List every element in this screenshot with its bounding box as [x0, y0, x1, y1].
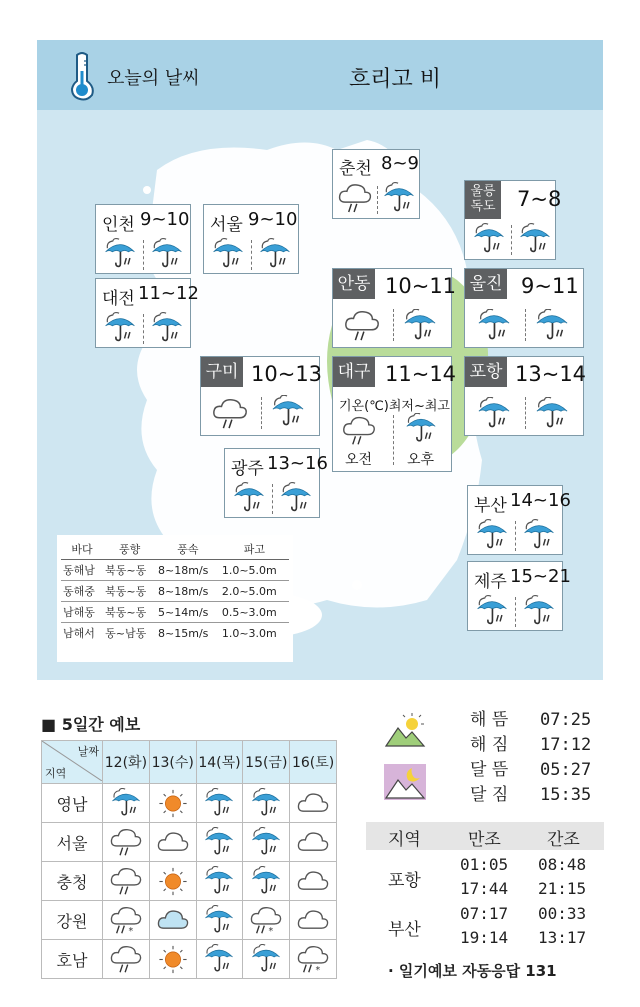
- temp-legend: 기온(℃)최저~최고: [339, 399, 450, 414]
- sea-cell: 1.0~3.0m: [221, 626, 277, 640]
- sea-cell: 북동~동: [105, 606, 147, 619]
- umbrella-rain-icon: [149, 312, 185, 345]
- umbrella-rain-icon: [475, 309, 513, 343]
- city-tag: 구미: [201, 357, 243, 387]
- day-header: 12(화): [103, 741, 150, 784]
- thermometer-icon: [67, 51, 97, 101]
- sunrise-time: 07:25: [540, 710, 592, 730]
- forecast-cell: [243, 784, 290, 823]
- rain-icon: [249, 788, 283, 819]
- sea-cell: 0.5~3.0m: [221, 605, 277, 619]
- tide-header-region: 지역: [388, 830, 421, 850]
- sea-cell: 동해남: [63, 564, 95, 577]
- tide-low-times: [538, 853, 586, 901]
- city-name: 광주: [231, 459, 264, 479]
- sea-row: [61, 623, 289, 644]
- umbrella-rain-icon: [102, 238, 138, 271]
- city-temp: 9~10: [140, 209, 190, 230]
- tide-region: 부산: [388, 920, 421, 940]
- rain-icon: [202, 944, 236, 975]
- moonset-time: 15:35: [540, 785, 592, 805]
- sea-header: 풍속: [177, 543, 199, 556]
- moonset-label: 달 짐: [470, 785, 509, 805]
- tide-header-low: 간조: [547, 830, 580, 850]
- sun-icon: [156, 944, 190, 975]
- city-card-ulleung: [464, 180, 562, 260]
- forecast-row: [42, 823, 337, 862]
- sea-cell: 동~남동: [105, 627, 147, 640]
- forecast-cell: [290, 901, 337, 940]
- city-card-gwangju: [224, 448, 328, 518]
- umbrella-rain-icon: [533, 309, 571, 343]
- forecast-cell: [103, 784, 150, 823]
- sunrise-label: 해 뜸: [470, 710, 509, 730]
- rain-icon: [109, 788, 143, 819]
- cloud-rain-icon: [109, 944, 143, 975]
- cloud-icon: [296, 905, 330, 936]
- forecast-cell: [149, 823, 196, 862]
- day-header: 14(목): [196, 741, 243, 784]
- city-tag: 안동: [333, 269, 375, 299]
- corner-date-label: 날짜: [77, 745, 99, 758]
- sea-header: 바다: [71, 543, 93, 556]
- city-tag: 포항: [465, 357, 507, 387]
- tide-time: 21:15: [538, 879, 587, 898]
- city-card-daejeon: [95, 278, 199, 348]
- sea-header-row: [61, 539, 289, 560]
- city-card-daegu: [332, 356, 457, 472]
- sun-icon: [156, 866, 190, 897]
- tide-time: 19:14: [460, 928, 509, 947]
- city-temp: 9~11: [521, 274, 579, 298]
- city-tag: 대구: [333, 357, 375, 387]
- forecast-cell: [290, 823, 337, 862]
- umbrella-rain-icon: [257, 238, 293, 271]
- rain-icon: [202, 905, 236, 936]
- sun-moon-times: [540, 708, 591, 808]
- city-temp: 14~16: [510, 490, 571, 511]
- tide-high-times: [460, 902, 508, 950]
- cloud-rain-icon: [341, 415, 377, 447]
- umbrella-rain-icon: [475, 397, 513, 431]
- sunset-label: 해 짐: [470, 735, 509, 755]
- city-card-seoul: [203, 204, 299, 274]
- forecast-cell: [149, 940, 196, 979]
- cloud-icon: [156, 827, 190, 858]
- sunrise-mountain-icon: [384, 712, 426, 748]
- forecast-cell: [149, 862, 196, 901]
- city-name: 서울: [210, 215, 243, 235]
- cloud-icon: [296, 866, 330, 897]
- map-title: 오늘의 날씨: [107, 68, 200, 89]
- sun-icon: [156, 788, 190, 819]
- sea-row: [61, 602, 289, 623]
- sea-cell: 남해서: [63, 627, 95, 640]
- cloud-rain-icon: [211, 397, 249, 431]
- forecast-cell: [196, 823, 243, 862]
- cloud-blue-icon: [156, 905, 190, 936]
- city-card-incheon: [95, 204, 191, 274]
- forecast-row: [42, 940, 337, 979]
- city-card-chuncheon: [332, 149, 420, 219]
- forecast-cell: [243, 862, 290, 901]
- sea-cell: 동해중: [63, 585, 95, 598]
- sunset-time: 17:12: [540, 735, 592, 755]
- city-card-andong: [332, 268, 457, 348]
- city-name: 대전: [102, 289, 135, 309]
- corner-region-label: 지역: [45, 767, 67, 780]
- forecast-region: 강원: [42, 901, 103, 940]
- cloud-rain-snow-icon: [109, 905, 143, 936]
- moonrise-time: 05:27: [540, 760, 592, 780]
- umbrella-rain-icon: [401, 309, 439, 343]
- phone-forecast-footer: · 일기예보 자동응답 131: [388, 962, 557, 980]
- rain-icon: [249, 866, 283, 897]
- cloud-rain-snow-icon: [296, 944, 330, 975]
- today-condition: 흐리고 비: [349, 67, 442, 92]
- sea-cell: 8~18m/s: [158, 563, 209, 577]
- umbrella-rain-icon: [403, 413, 439, 445]
- umbrella-rain-icon: [521, 595, 557, 628]
- umbrella-rain-icon: [521, 519, 557, 552]
- sea-row: [61, 560, 289, 581]
- sea-cell: 북동~동: [105, 564, 147, 577]
- forecast-cell: [103, 862, 150, 901]
- cloud-rain-icon: [337, 182, 373, 215]
- sea-cell: 2.0~5.0m: [221, 584, 277, 598]
- forecast-cell: [103, 901, 150, 940]
- tide-low-times: [538, 902, 586, 950]
- city-name: 부산: [474, 496, 507, 516]
- forecast-cell: [196, 862, 243, 901]
- rain-icon: [202, 866, 236, 897]
- forecast-cell: [149, 784, 196, 823]
- city-tag: 울릉 독도: [465, 181, 501, 219]
- city-card-gumi: [200, 356, 323, 436]
- city-card-jeju: [467, 561, 571, 631]
- rain-icon: [202, 788, 236, 819]
- sea-cell: 남해동: [63, 606, 95, 619]
- umbrella-rain-icon: [517, 223, 553, 256]
- tide-time: 08:48: [538, 855, 587, 874]
- city-temp: 13~14: [515, 362, 587, 386]
- tide-time: 01:05: [460, 855, 509, 874]
- umbrella-rain-icon: [210, 238, 246, 271]
- forecast-cell: [149, 901, 196, 940]
- forecast-region: 충청: [42, 862, 103, 901]
- umbrella-rain-icon: [381, 182, 417, 215]
- cloud-rain-icon: [343, 309, 381, 343]
- rain-icon: [249, 944, 283, 975]
- umbrella-rain-icon: [231, 482, 267, 515]
- sea-row: [61, 581, 289, 602]
- forecast-region: 서울: [42, 823, 103, 862]
- cloud-rain-snow-icon: [249, 905, 283, 936]
- forecast-cell: [196, 940, 243, 979]
- cloud-rain-icon: [109, 866, 143, 897]
- umbrella-rain-icon: [269, 395, 307, 429]
- forecast-cell: [196, 784, 243, 823]
- cloud-icon: [296, 827, 330, 858]
- city-temp: 15~21: [510, 566, 571, 587]
- tide-time: 00:33: [538, 904, 587, 923]
- sea-conditions-table: [57, 535, 293, 662]
- city-tag: 울진: [465, 269, 507, 299]
- sea-header: 파고: [243, 543, 266, 556]
- forecast-row: [42, 784, 337, 823]
- forecast-row: [42, 901, 337, 940]
- city-name: 제주: [474, 572, 507, 592]
- moonrise-label: 달 뜸: [470, 760, 509, 780]
- rain-icon: [249, 827, 283, 858]
- forecast-row: [42, 862, 337, 901]
- forecast-table: [41, 740, 337, 979]
- rain-icon: [202, 827, 236, 858]
- tide-high-times: [460, 853, 508, 901]
- map-header: [37, 40, 603, 110]
- forecast-title: ■ 5일간 예보: [41, 715, 141, 734]
- city-name: 춘천: [339, 159, 372, 179]
- day-header: 13(수): [149, 741, 196, 784]
- cloud-icon: [296, 788, 330, 819]
- day-header: 16(토): [290, 741, 337, 784]
- forecast-cell: [243, 901, 290, 940]
- city-temp: 10~13: [251, 362, 323, 386]
- cloud-rain-icon: [109, 827, 143, 858]
- tide-time: 07:17: [460, 904, 509, 923]
- city-temp: 11~14: [385, 362, 457, 386]
- am-label: 오전: [345, 452, 373, 468]
- umbrella-rain-icon: [474, 519, 510, 552]
- umbrella-rain-icon: [149, 238, 185, 271]
- pm-label: 오후: [407, 452, 435, 468]
- sea-cell: 1.0~5.0m: [221, 563, 277, 577]
- umbrella-rain-icon: [474, 595, 510, 628]
- forecast-header-row: [42, 741, 337, 784]
- sea-cell: 5~14m/s: [158, 605, 209, 619]
- forecast-cell: [196, 901, 243, 940]
- forecast-cell: [103, 940, 150, 979]
- sea-cell: 8~18m/s: [158, 584, 209, 598]
- tide-region: 포항: [388, 871, 421, 891]
- city-card-pohang: [464, 356, 587, 436]
- umbrella-rain-icon: [102, 312, 138, 345]
- sea-cell: 북동~동: [105, 585, 147, 598]
- forecast-cell: [243, 940, 290, 979]
- umbrella-rain-icon: [533, 397, 571, 431]
- day-header: 15(금): [243, 741, 290, 784]
- city-temp: 13~16: [267, 453, 328, 474]
- sea-header: 풍향: [118, 543, 141, 556]
- city-temp: 9~10: [248, 209, 298, 230]
- forecast-region: 호남: [42, 940, 103, 979]
- corner-cell: [42, 741, 103, 784]
- weather-map-panel: [37, 40, 603, 680]
- tide-time: 13:17: [538, 928, 587, 947]
- umbrella-rain-icon: [278, 482, 314, 515]
- forecast-cell: [290, 940, 337, 979]
- city-temp: 11~12: [138, 283, 199, 304]
- moonrise-mountain-icon: [384, 764, 426, 800]
- sea-cell: 8~15m/s: [158, 626, 209, 640]
- city-card-busan: [467, 485, 571, 555]
- umbrella-rain-icon: [471, 223, 507, 256]
- city-card-uljin: [464, 268, 584, 348]
- forecast-cell: [290, 862, 337, 901]
- city-temp: 8~9: [381, 153, 419, 174]
- sun-moon-labels: [470, 708, 508, 808]
- city-temp: 10~11: [385, 274, 457, 298]
- tide-time: 17:44: [460, 879, 509, 898]
- forecast-cell: [103, 823, 150, 862]
- city-temp: 7~8: [517, 187, 562, 211]
- city-name: 인천: [102, 215, 135, 235]
- forecast-cell: [243, 823, 290, 862]
- forecast-cell: [290, 784, 337, 823]
- tide-header-high: 만조: [468, 830, 501, 850]
- forecast-region: 영남: [42, 784, 103, 823]
